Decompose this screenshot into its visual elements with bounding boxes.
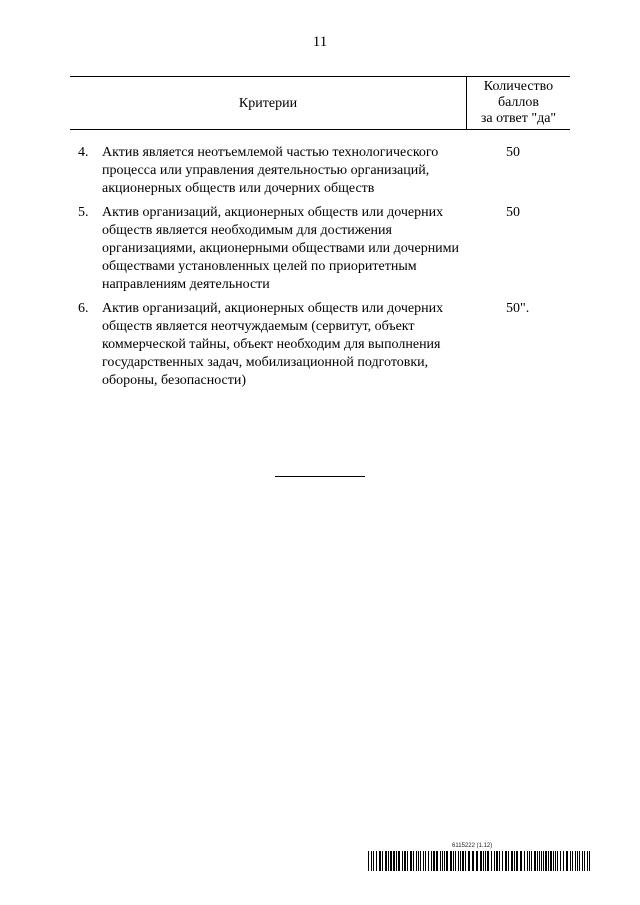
row-number: 5. bbox=[78, 205, 89, 220]
page-number: 11 bbox=[312, 34, 328, 50]
row-points: 50". bbox=[506, 301, 530, 316]
row-points: 50 bbox=[506, 205, 520, 220]
table-row bbox=[78, 204, 568, 294]
header-points-line: за ответ "да" bbox=[480, 111, 557, 126]
table-header bbox=[70, 76, 570, 130]
row-text: Актив организаций, акционерных обществ или дочерних обществ является необходимым для достижения организациями, акционерными обществами или дочерними обществами установленных целей по приоритетным направлениям деятельности bbox=[102, 205, 460, 292]
header-points-line: баллов bbox=[497, 95, 540, 110]
barcode-icon bbox=[368, 851, 590, 871]
row-number: 4. bbox=[78, 145, 89, 160]
table-row bbox=[78, 144, 568, 198]
end-of-document-line bbox=[275, 476, 365, 477]
header-points bbox=[467, 77, 570, 129]
header-points-line: Количество bbox=[483, 79, 554, 94]
row-points: 50 bbox=[506, 145, 520, 160]
row-text: Актив организаций, акционерных обществ или дочерних обществ является неотчуждаемым (сервитут, объект коммерческой тайны, объект необходим для выполнения государственных задач, мобилизационной подготовки, обороны, безопасности) bbox=[102, 301, 444, 388]
criteria-list bbox=[78, 144, 568, 396]
row-number: 6. bbox=[78, 301, 89, 316]
document-code: 6115222 (1.12) bbox=[452, 843, 493, 849]
header-criteria: Критерии bbox=[238, 96, 298, 111]
table-row bbox=[78, 300, 568, 390]
row-text: Актив является неотъемлемой частью технологического процесса или управления деятельностью организаций, акционерных обществ или дочерних обществ bbox=[102, 145, 439, 196]
